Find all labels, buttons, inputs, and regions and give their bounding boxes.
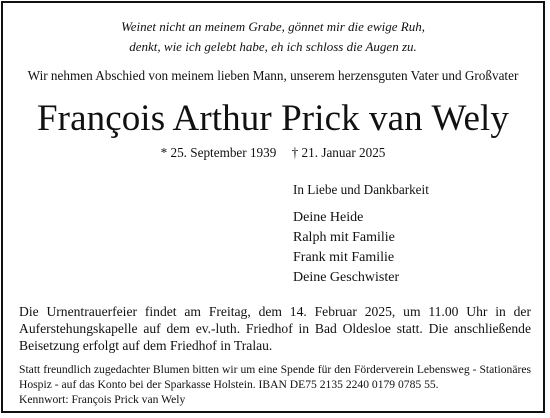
mourner-name: Deine Geschwister xyxy=(293,270,400,285)
donation-text: Statt freundlich zugedachter Blumen bitten wir um eine Spende für den Förderverein Lebensweg - Stationäres Hospiz - auf das Konto bei der Sparkasse Holstein. IBAN DE75 2135 2240 0179 0785 55. xyxy=(19,363,531,391)
life-dates xyxy=(3,144,543,162)
ceremony-details: Die Urnentrauerfeier findet am Freitag, dem 14. Februar 2025, um 11.00 Uhr in der Auferstehungskapelle auf dem ev.-luth. Friedhof in Bad Oldesloe statt. Die anschließende Beisetzung erfolgt auf dem Friedhof in Tralau. xyxy=(19,304,531,353)
donation-keyword: Kennwort: François Prick van Wely xyxy=(19,393,186,406)
mourner-name: Frank mit Familie xyxy=(293,250,395,265)
farewell-intro: Wir nehmen Abschied von meinem lieben Mann, unserem herzensguten Vater und Großvater xyxy=(27,68,519,83)
quote-line-2: denkt, wie ich gelebt habe, eh ich schloss die Augen zu. xyxy=(129,39,417,54)
obituary-notice xyxy=(1,1,545,413)
death-date: † 21. Januar 2025 xyxy=(291,145,386,160)
mourner-name: Ralph mit Familie xyxy=(293,230,395,245)
donation-request xyxy=(19,362,531,407)
mourners-lead: In Liebe und Dankbarkeit xyxy=(293,182,429,197)
birth-date: * 25. September 1939 xyxy=(160,145,277,160)
deceased-name: François Arthur Prick van Wely xyxy=(36,98,510,139)
memorial-quote xyxy=(3,17,543,57)
mourner-name: Deine Heide xyxy=(293,210,364,225)
mourners-block xyxy=(293,181,429,288)
quote-line-1: Weinet nicht an meinem Grabe, gönnet mir die ewige Ruh, xyxy=(121,19,425,34)
